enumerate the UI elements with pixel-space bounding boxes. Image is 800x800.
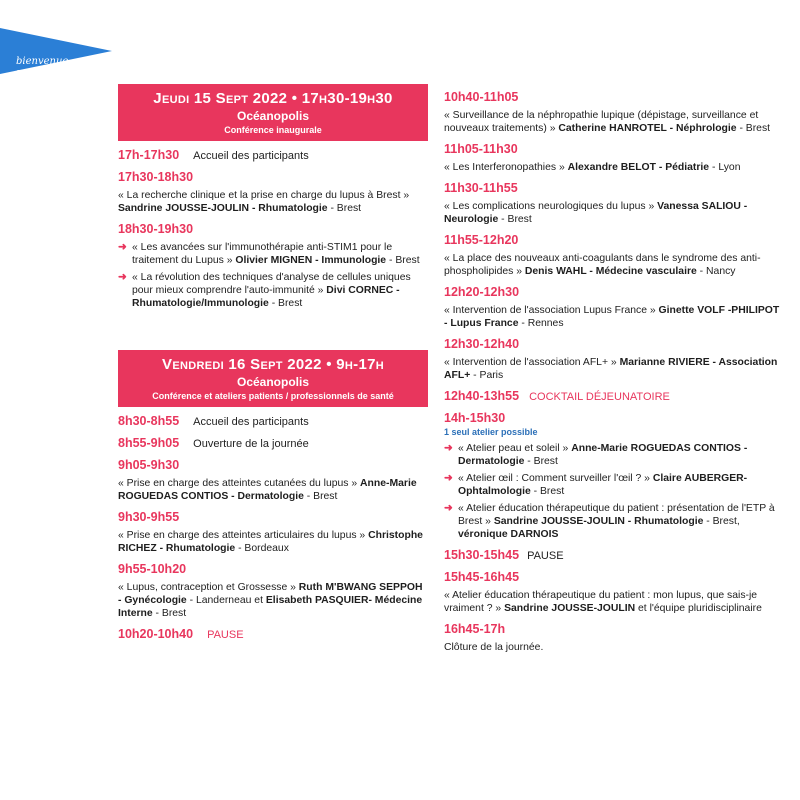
slot-time: 17h30-18h30 — [118, 170, 194, 184]
slot-text: « Lupus, contraception et Grossesse » Ruth M'BWANG SEPPOH - Gynécologie - Landerneau et Elisabeth PASQUIER- Médecine Interne - Brest — [118, 582, 423, 619]
right-column — [444, 90, 780, 654]
slot-time: 9h30-9h55 — [118, 510, 180, 524]
slot-desc: PAUSE — [527, 550, 564, 562]
flag-line-2: au CHU — [16, 67, 49, 77]
arrow-icon: ➜ — [118, 242, 127, 253]
slot-time: 12h30-12h40 — [444, 337, 520, 351]
slot-text: « Les complications neurologiques du lupus » Vanessa SALIOU - Neurologie - Brest — [444, 201, 748, 225]
slot-time: 8h30-8h55 — [118, 414, 180, 428]
schedule-slot — [444, 622, 780, 654]
day2-venue: Océanopolis — [236, 375, 310, 389]
day1-subtitle: Conférence inaugurale — [224, 125, 322, 135]
slot-time: 12h20-12h30 — [444, 285, 520, 299]
schedule-slot — [444, 548, 780, 563]
day2-time: • 9h-17h — [326, 356, 384, 373]
slot-time: 11h05-11h30 — [444, 142, 518, 156]
schedule-slot — [444, 90, 780, 135]
slot-text: « Prise en charge des atteintes cutanées du lupus » Anne-Marie ROGUEDAS CONTIOS - Dermatologie - Brest — [118, 478, 417, 502]
arrow-icon: ➜ — [118, 272, 127, 283]
slot-text: « Intervention de l'association AFL+ » Marianne RIVIERE - Association AFL+ - Paris — [444, 357, 778, 381]
day1-time: • 17h30-19h30 — [291, 90, 393, 107]
list-item: ➜ « Atelier œil : Comment surveiller l'œil ? » Claire AUBERGER- Ophtalmologie - Brest — [444, 473, 748, 497]
welcome-flag — [0, 28, 112, 77]
slot-text: « Surveillance de la néphropathie lupique (dépistage, surveillance et nouveaux traitements) » Catherine HANROTEL - Néphrologie - Brest — [444, 110, 771, 134]
slot-time: 18h30-19h30 — [118, 222, 194, 236]
slot-time: 15h30-15h45 — [444, 548, 520, 562]
schedule-slot — [444, 181, 780, 226]
slot-time: 10h40-11h05 — [444, 90, 519, 104]
slot-desc: Accueil des participants — [193, 150, 309, 162]
slot-text: « La recherche clinique et la prise en charge du lupus à Brest » Sandrine JOUSSE-JOULIN - Rhumatologie - Brest — [118, 190, 410, 214]
slot-desc: COCKTAIL DÉJEUNATOIRE — [529, 391, 670, 403]
schedule-slot — [444, 233, 780, 278]
schedule-slot — [444, 389, 780, 404]
slot-desc: PAUSE — [207, 629, 244, 641]
list-item: ➜ « Atelier peau et soleil » Anne-Marie ROGUEDAS CONTIOS - Dermatologie - Brest — [444, 443, 748, 467]
slot-time: 14h-15h30 — [444, 411, 506, 425]
day2-subtitle: Conférence et ateliers patients / professionnels de santé — [152, 391, 394, 401]
schedule-slot — [444, 142, 780, 174]
slot-time: 11h30-11h55 — [444, 181, 518, 195]
slot-time: 9h55-10h20 — [118, 562, 187, 576]
schedule-slot — [118, 170, 428, 215]
day2-banner — [118, 350, 428, 407]
slot-text: « Intervention de l'association Lupus France » Ginette VOLF -PHILIPOT - Lupus France - Rennes — [444, 305, 780, 329]
slot-desc: Accueil des participants — [193, 416, 309, 428]
slot-desc: Ouverture de la journée — [193, 438, 309, 450]
schedule-slot — [118, 562, 428, 620]
list-item: ➜ « La révolution des techniques d'analyse de cellules uniques pour mieux comprendre l'auto-immunité » Divi CORNEC - Rhumatologie/Immunologie - Brest — [118, 272, 411, 309]
arrow-icon: ➜ — [444, 503, 453, 514]
schedule-slot — [444, 411, 780, 541]
slot-text: « La place des nouveaux anti-coagulants dans le syndrome des anti-phospholipides » Denis WAHL - Médecine vasculaire - Nancy — [444, 253, 761, 277]
slot-time: 17h-17h30 — [118, 148, 180, 162]
schedule-slot — [444, 570, 780, 615]
slot-time: 16h45-17h — [444, 622, 506, 636]
slot-time: 10h20-10h40 — [118, 627, 194, 641]
schedule-slot — [118, 458, 428, 503]
arrow-icon: ➜ — [444, 443, 453, 454]
list-item: ➜ « Atelier éducation thérapeutique du patient : présentation de l'ETP à Brest » Sandrine JOUSSE-JOULIN - Rhumatologie - Brest, véronique DARNOIS — [444, 503, 775, 540]
slot-time: 8h55-9h05 — [118, 436, 180, 450]
schedule-slot — [444, 285, 780, 330]
slot-time: 15h45-16h45 — [444, 570, 520, 584]
schedule-slot — [118, 436, 428, 451]
slot-time: 11h55-12h20 — [444, 233, 519, 247]
slot-time: 12h40-13h55 — [444, 389, 520, 403]
slot-text: « Prise en charge des atteintes articulaires du lupus » Christophe RICHEZ - Rhumatologie - Bordeaux — [118, 530, 423, 554]
schedule-slot — [118, 414, 428, 429]
schedule-slot — [118, 222, 428, 310]
slot-text: Clôture de la journée. — [444, 642, 544, 653]
arrow-icon: ➜ — [444, 473, 453, 484]
list-item: ➜ « Les avancées sur l'immunothérapie anti-STIM1 pour le traitement du Lupus » Olivier MIGNEN - Immunologie - Brest — [118, 242, 420, 266]
day1-banner — [118, 84, 428, 141]
schedule-slot — [118, 510, 428, 555]
slot-time: 9h05-9h30 — [118, 458, 180, 472]
day1-venue: Océanopolis — [236, 109, 310, 123]
schedule-slot — [444, 337, 780, 382]
workshop-note: 1 seul atelier possible — [444, 427, 538, 437]
left-column — [118, 84, 428, 642]
slot-text: « Les Interferonopathies » Alexandre BELOT - Pédiatrie - Lyon — [444, 162, 741, 173]
schedule-slot — [118, 627, 428, 642]
slot-text: « Atelier éducation thérapeutique du patient : mon lupus, que sais-je vraiment ? » Sandrine JOUSSE-JOULIN et l'équipe pluridisciplinaire — [444, 590, 762, 614]
flag-line-1: bienvenue — [16, 56, 69, 67]
day1-date: Jeudi 15 Sept 2022 — [153, 90, 288, 107]
schedule-slot — [118, 148, 428, 163]
day2-date: Vendredi 16 Sept 2022 — [162, 356, 322, 373]
